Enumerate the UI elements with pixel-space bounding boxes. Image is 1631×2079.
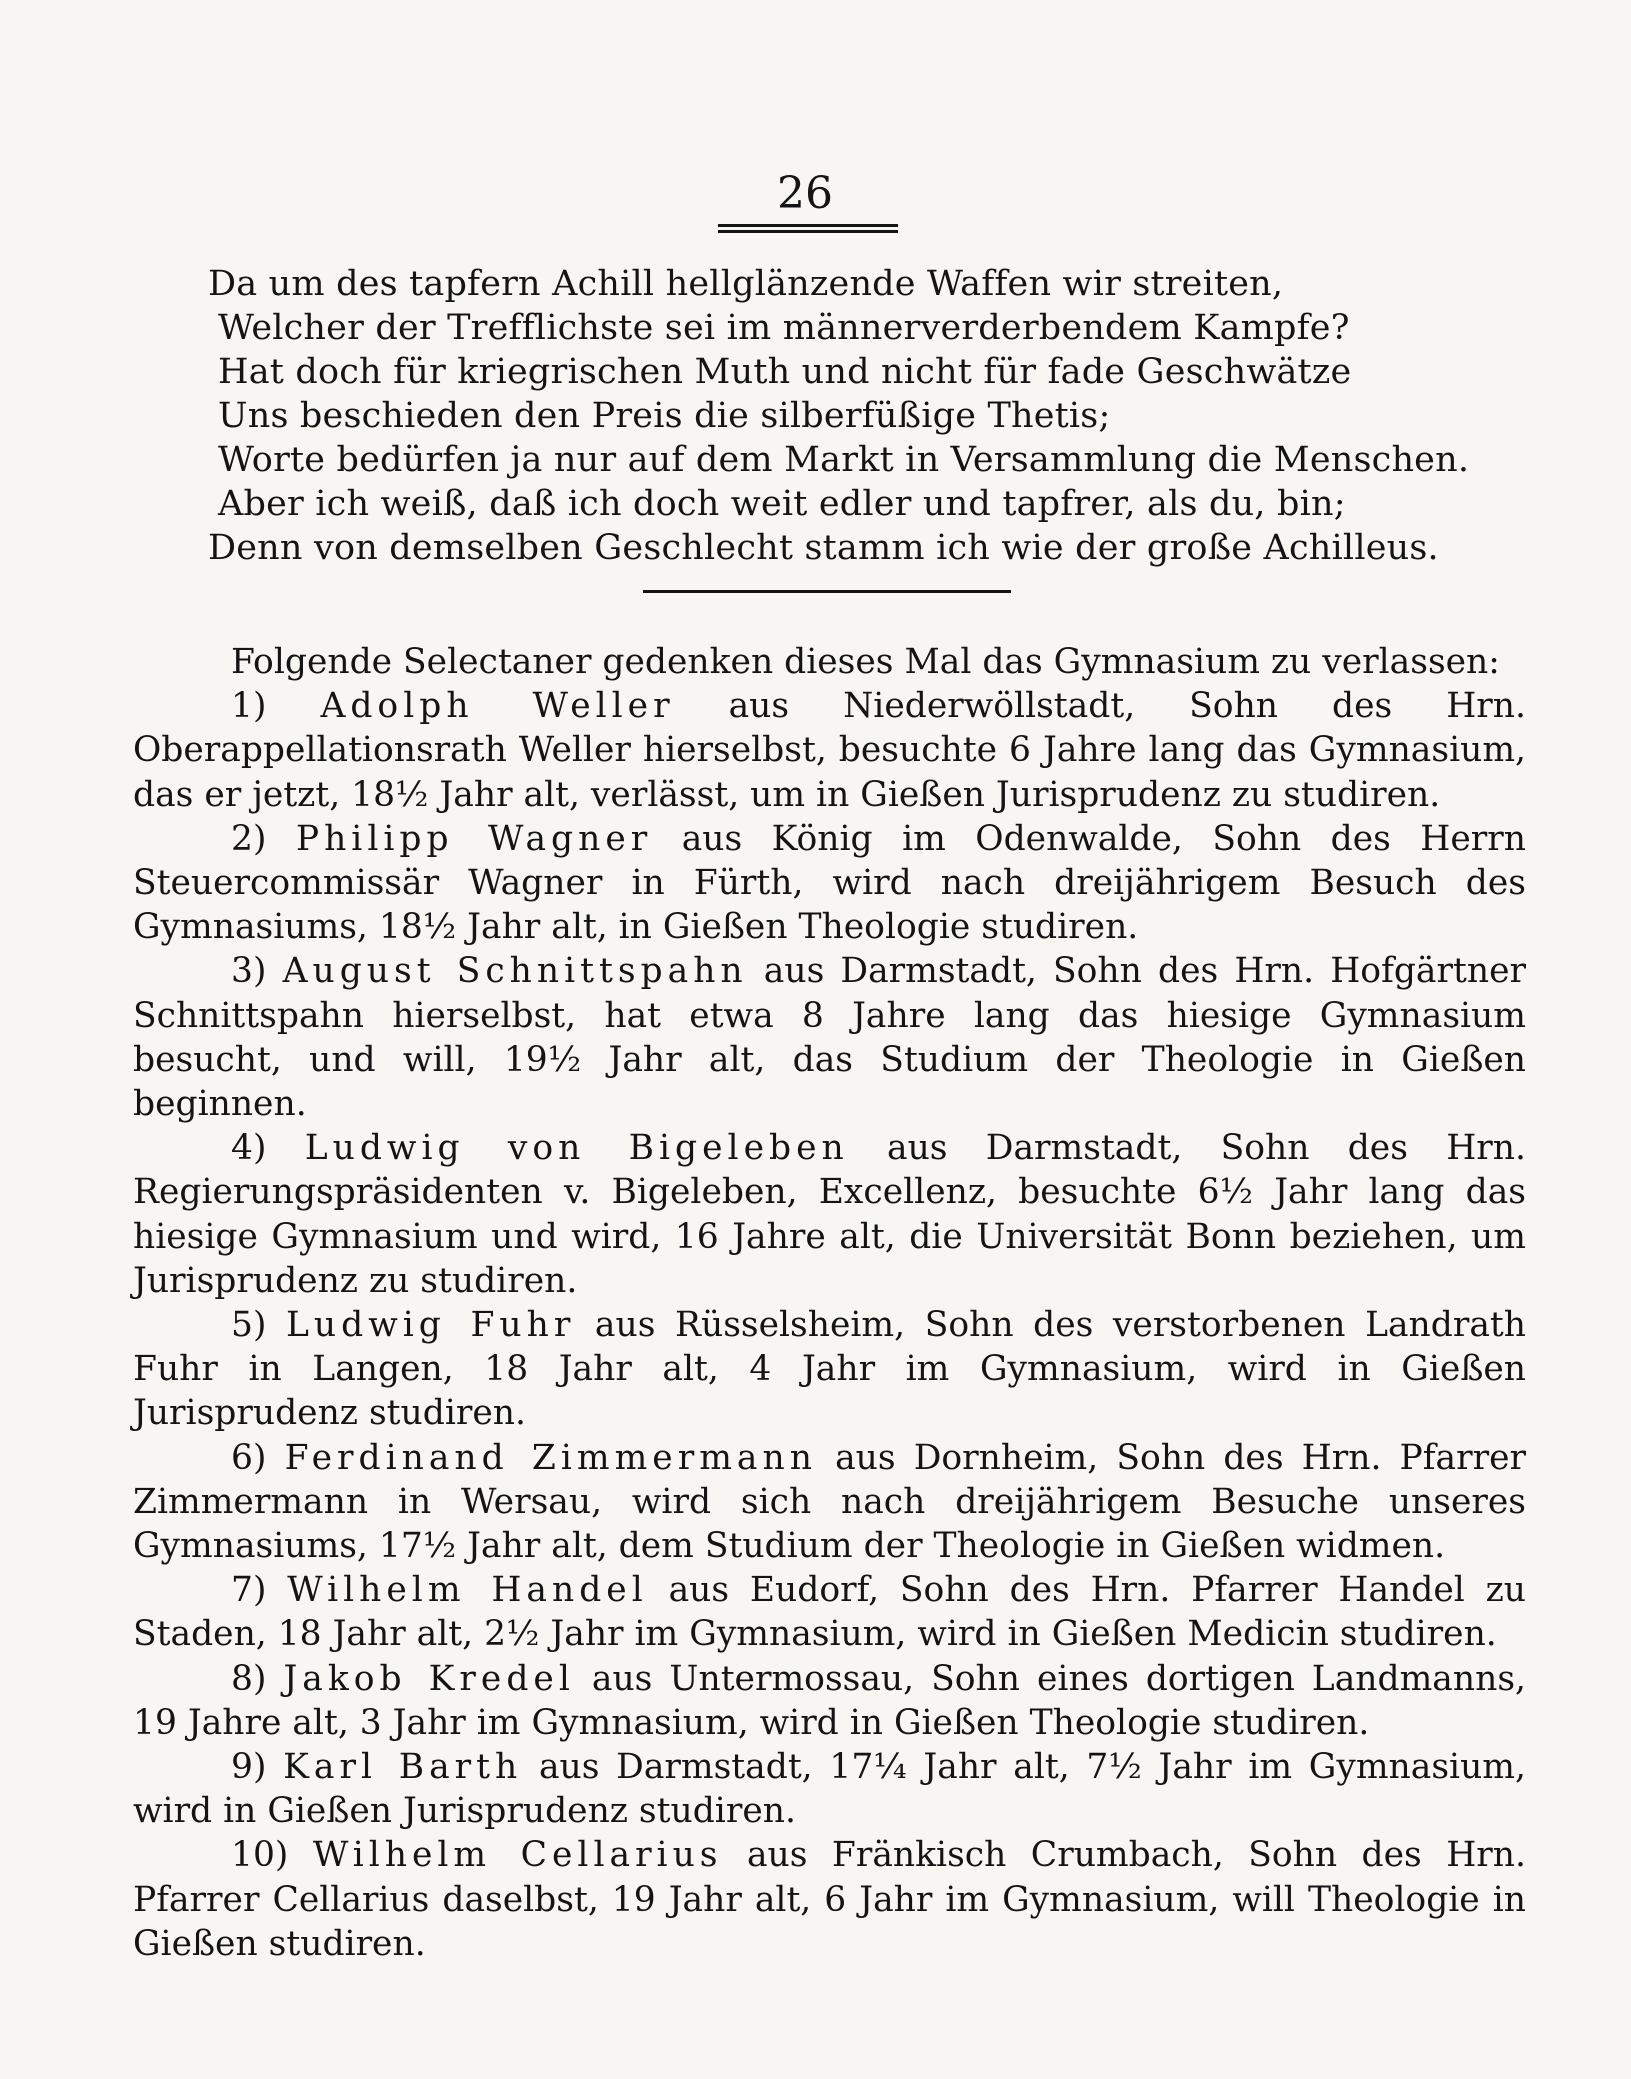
entry-name: August Schnittspahn (282, 951, 748, 992)
list-item (133, 949, 1526, 1126)
entry-text: aus Rüsselsheim, Sohn des verstorbenen Landrath Fuhr in Langen, 18 Jahr alt, 4 Jahr im Gymnasium, wird in Gießen Jurisprudenz studiren. (133, 1305, 1527, 1434)
entry-text: aus Dornheim, Sohn des Hrn. Pfarrer Zimmermann in Wersau, wird sich nach dreijährigem Besuche unseres Gymnasiums, 17½ Jahr alt, dem Studium der Theologie in Gießen widmen. (133, 1437, 1527, 1567)
verse-line: Da um des tapfern Achill hellglänzende Waffen wir streiten, (208, 264, 1284, 304)
entry-number: 6) (231, 1437, 267, 1478)
entry-text: aus Darmstadt, Sohn des Hrn. Hofgärtner Schnittspahn hierselbst, hat etwa 8 Jahre lang das hiesige Gymnasium besucht, und will, 19½ Jahr alt, das Studium der Theologie in Gießen beginnen. (133, 951, 1526, 1125)
list-item (133, 1303, 1526, 1436)
verse-line: Welcher der Trefflichste sei im männerverderbendem Kampfe? (218, 308, 1350, 348)
entry-number: 3) (231, 951, 267, 992)
section-divider (643, 590, 1011, 593)
page-number: 26 (777, 168, 833, 219)
entry-text: aus Darmstadt, Sohn des Hrn. Regierungspräsidenten v. Bigeleben, Excellenz, besuchte 6½ Jahr lang das hiesige Gymnasium und wird, 16 Jahre alt, die Universität Bonn beziehen, um Jurisprudenz zu studiren. (133, 1128, 1526, 1301)
entry-text: aus Darmstadt, 17¼ Jahr alt, 7½ Jahr im Gymnasium, wird in Gießen Jurisprudenz studiren. (133, 1747, 1526, 1832)
entry-name: Wilhelm Cellarius (312, 1835, 723, 1876)
entry-name: Philipp Wagner (295, 818, 653, 859)
list-item (133, 1657, 1526, 1745)
entry-text: aus Untermossau, Sohn eines dortigen Landmanns, 19 Jahre alt, 3 Jahr im Gymnasium, wird in Gießen Theologie studiren. (133, 1658, 1526, 1743)
entry-text: aus König im Odenwalde, Sohn des Herrn Steuercommissär Wagner in Fürth, wird nach dreijährigem Besuch des Gymnasiums, 18½ Jahr alt, in Gießen Theologie studiren. (133, 818, 1526, 948)
entry-name: Adolph Weller (320, 686, 675, 727)
entry-name: Ludwig Fuhr (286, 1305, 576, 1346)
entry-name: Jakob Kredel (283, 1658, 575, 1699)
list-item (133, 1833, 1526, 1966)
list-item (133, 1745, 1526, 1833)
intro-paragraph: Folgende Selectaner gedenken dieses Mal das Gymnasium zu verlassen: (231, 642, 1500, 682)
graduates-list (133, 640, 1526, 1966)
verse-line: Hat doch für kriegrischen Muth und nicht für fade Geschwätze (218, 352, 1352, 392)
entry-number: 5) (231, 1305, 267, 1346)
list-item (133, 817, 1526, 950)
entry-name: Ferdinand Zimmermann (284, 1437, 817, 1478)
entry-text: aus Eudorf, Sohn des Hrn. Pfarrer Handel zu Staden, 18 Jahr alt, 2½ Jahr im Gymnasium, wird in Gießen Medicin studiren. (133, 1570, 1527, 1655)
entry-number: 2) (231, 818, 267, 859)
entry-number: 4) (231, 1128, 267, 1169)
verse-line: Uns beschieden den Preis die silberfüßige Thetis; (218, 396, 1111, 436)
page-number-double-rule (718, 224, 898, 233)
entry-name: Wilhelm Handel (287, 1570, 648, 1611)
list-item (133, 1436, 1526, 1569)
entry-number: 9) (231, 1747, 267, 1788)
verse-block (208, 262, 1508, 570)
entry-name: Ludwig von Bigeleben (304, 1128, 849, 1169)
verse-line: Worte bedürfen ja nur auf dem Markt in Versammlung die Menschen. (218, 440, 1470, 480)
entry-name: Karl Barth (283, 1747, 523, 1788)
list-item (133, 1568, 1526, 1656)
verse-line: Aber ich weiß, daß ich doch weit edler und tapfrer, als du, bin; (218, 484, 1346, 524)
entry-number: 7) (231, 1570, 267, 1611)
entry-text: aus Fränkisch Crumbach, Sohn des Hrn. Pfarrer Cellarius daselbst, 19 Jahr alt, 6 Jahr im Gymnasium, will Theologie in Gießen studiren. (133, 1835, 1526, 1964)
entry-text: aus Niederwöllstadt, Sohn des Hrn. Oberappellationsrath Weller hierselbst, besuchte 6 Jahre lang das Gymnasium, das er jetzt, 18½ Jahr alt, verlässt, um in Gießen Jurisprudenz zu studiren. (133, 686, 1526, 815)
verse-line: Denn von demselben Geschlecht stamm ich wie der große Achilleus. (208, 528, 1439, 568)
entry-number: 8) (231, 1658, 267, 1699)
list-item (133, 684, 1526, 817)
list-item (133, 1126, 1526, 1303)
entry-number: 10) (231, 1835, 289, 1876)
entry-number: 1) (231, 686, 267, 727)
